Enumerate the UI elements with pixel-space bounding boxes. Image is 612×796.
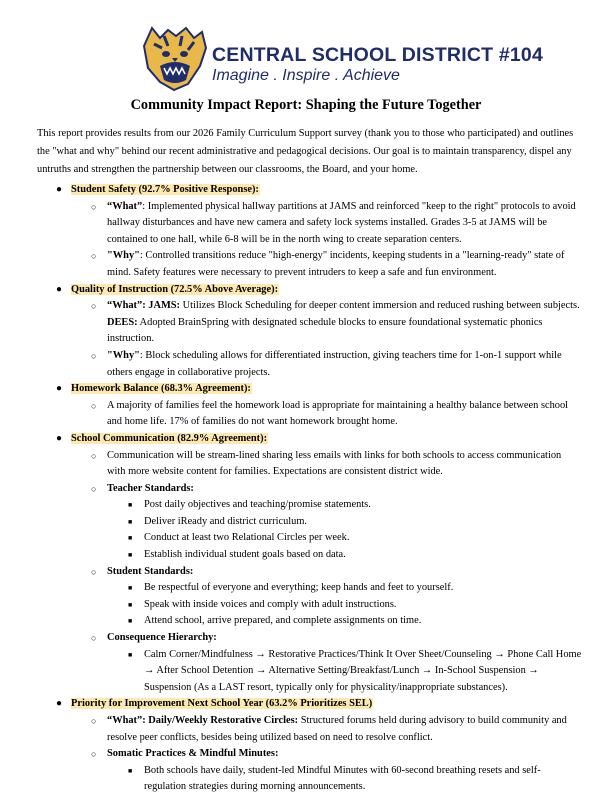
- student-standards-heading: ○ Student Standards:: [0, 564, 612, 581]
- item-text: Utilizes Block Scheduling for deeper content immersion and reduced rushing between subjects.: [180, 300, 580, 312]
- list-item: ■ Attend school, arrive prepared, and complete assignments on time.: [0, 613, 612, 630]
- item-label-dees: DEES:: [107, 316, 138, 328]
- list-item: ■ Deliver iReady and district curriculum.: [0, 514, 612, 531]
- section-student-safety: [0, 182, 612, 199]
- item-label: “What”: [107, 715, 143, 726]
- list-item: ■ Both schools have daily, student-led Mindful Minutes with 60-second breathing resets and self-regulation strategies during morning announcements.: [128, 764, 541, 793]
- square-bullet-icon: ■: [128, 584, 133, 593]
- bullet-icon: ●: [56, 383, 63, 395]
- item-label: “What”: [107, 200, 143, 212]
- square-bullet-icon: ■: [128, 650, 133, 659]
- item-text: : Implemented physical hallway partitions at JAMS and reinforced "keep to the right" protocols to avoid hallway disturbances and have new camera and safety lock systems installed. Grades 3-5 at JAMS will be contained to one hall, while 6-8 will be in the north wing to create separation centers.: [107, 200, 576, 245]
- somatic-practices-heading: ○ Somatic Practices & Mindful Minutes:: [0, 746, 612, 763]
- square-bullet-icon: ■: [128, 534, 133, 543]
- item-label: "Why": [107, 349, 140, 361]
- circle-bullet-icon: ○: [91, 301, 97, 312]
- bullet-icon: ●: [56, 432, 63, 444]
- list-item: ■ Be respectful of everyone and everything; keep hands and feet to yourself.: [0, 580, 612, 597]
- square-bullet-icon: ■: [128, 617, 133, 626]
- item-text: Communication will be stream-lined sharing less emails with links for both schools to access communication with more website content for families. Expectations are consistent district wide.: [107, 449, 562, 478]
- circle-bullet-icon: ○: [91, 716, 97, 726]
- letterhead: [0, 18, 612, 98]
- list-item: [0, 199, 612, 249]
- item-text: : Block scheduling allows for differentiated instruction, giving teachers time for 1-on-1 support while others engage in collaborative projects.: [107, 349, 562, 378]
- report-content: [0, 182, 612, 796]
- list-item: [0, 248, 612, 281]
- square-bullet-icon: ■: [128, 766, 133, 775]
- square-bullet-icon: ■: [128, 600, 133, 609]
- circle-bullet-icon: ○: [91, 450, 97, 461]
- list-item: ■ Establish individual student goals based on data.: [0, 547, 612, 564]
- list-item: [0, 713, 612, 746]
- circle-bullet-icon: ○: [91, 566, 97, 577]
- district-name: CENTRAL SCHOOL DISTRICT #104: [212, 44, 544, 66]
- circle-bullet-icon: ○: [91, 749, 97, 760]
- circle-bullet-icon: ○: [91, 350, 97, 361]
- section-heading: School Communication (82.9% Agreement):: [71, 432, 268, 444]
- section-heading: Student Safety (92.7% Positive Response):: [71, 184, 259, 195]
- section-heading: Homework Balance (68.3% Agreement):: [71, 383, 251, 395]
- intro-paragraph: This report provides results from our 2026 Family Curriculum Support survey (thank you to those who participated) and outlines the "what and why" behind our recent administrative and pedagogical decisions. Our goal is to maintain transparency, dispel any untruths and strengthen the partnership between our classrooms, the Board, and your home.: [37, 128, 574, 175]
- list-item: ■ Post daily objectives and teaching/promise statements.: [0, 497, 612, 514]
- circle-bullet-icon: ○: [91, 633, 97, 644]
- section-homework-balance: [0, 381, 612, 398]
- circle-bullet-icon: ○: [91, 201, 97, 212]
- section-priority-for-improvement: [0, 696, 612, 713]
- item-label: "Why": [107, 250, 140, 262]
- list-item: ■ Calm Corner/Mindfulness → Restorative Practices/Think It Over Sheet/Counseling → Phone Call Home → After School Detention → Alternative Setting/Breakfast/Lunch → In-School Suspension → Suspension (As a LAST resort, typically only for physicality/inappropriate substances).: [128, 648, 582, 693]
- circle-bullet-icon: ○: [91, 251, 97, 262]
- list-item: ■ Speak with inside voices and comply with adult instructions.: [0, 597, 612, 614]
- square-bullet-icon: ■: [128, 501, 133, 510]
- list-item: [0, 398, 612, 431]
- circle-bullet-icon: ○: [91, 483, 97, 494]
- district-tagline: Imagine . Inspire . Achieve: [212, 67, 400, 84]
- bullet-icon: ●: [56, 283, 63, 295]
- bullet-icon: ●: [56, 184, 63, 195]
- item-label: “What”: [107, 300, 143, 312]
- bullet-icon: ●: [56, 698, 63, 710]
- list-item: [0, 348, 612, 381]
- tiger-logo-icon: [138, 22, 212, 94]
- item-text: : Controlled transitions reduce "high-energy" incidents, keeping students in a "learning-ready" state of mind. Safety features were necessary to prevent intruders to keep a safe and fun environment.: [107, 250, 565, 278]
- circle-bullet-icon: ○: [91, 400, 97, 411]
- item-label-jams: : JAMS:: [142, 300, 181, 312]
- square-bullet-icon: ■: [128, 551, 133, 560]
- section-heading: Quality of Instruction (72.5% Above Average):: [71, 283, 279, 295]
- teacher-standards-heading: ○ Teacher Standards:: [0, 481, 612, 498]
- list-item: [0, 298, 612, 348]
- item-text: A majority of families feel the homework load is appropriate for maintaining a healthy balance between school and home life. 17% of families do not want homework brought home.: [107, 399, 569, 428]
- section-heading: Priority for Improvement Next School Year (63.2% Prioritizes SEL): [71, 698, 373, 710]
- square-bullet-icon: ■: [128, 517, 133, 526]
- section-quality-of-instruction: [0, 282, 612, 299]
- consequence-hierarchy-heading: ○ Consequence Hierarchy:: [0, 630, 612, 647]
- list-item: ■ Conduct at least two Relational Circles per week.: [0, 530, 612, 547]
- item-text: Adopted BrainSpring with designated schedule blocks to ensure foundational systematic phonics instruction.: [107, 316, 543, 345]
- section-school-communication: [0, 431, 612, 448]
- list-item: [0, 448, 612, 481]
- item-text: Structured forums held during advisory to build community and resolve peer conflicts, besides being utilized based on need to resolve conflict.: [107, 715, 567, 743]
- item-label-circles: : Daily/Weekly Restorative Circles:: [142, 715, 299, 726]
- report-title: Community Impact Report: Shaping the Future Together: [130, 97, 482, 113]
